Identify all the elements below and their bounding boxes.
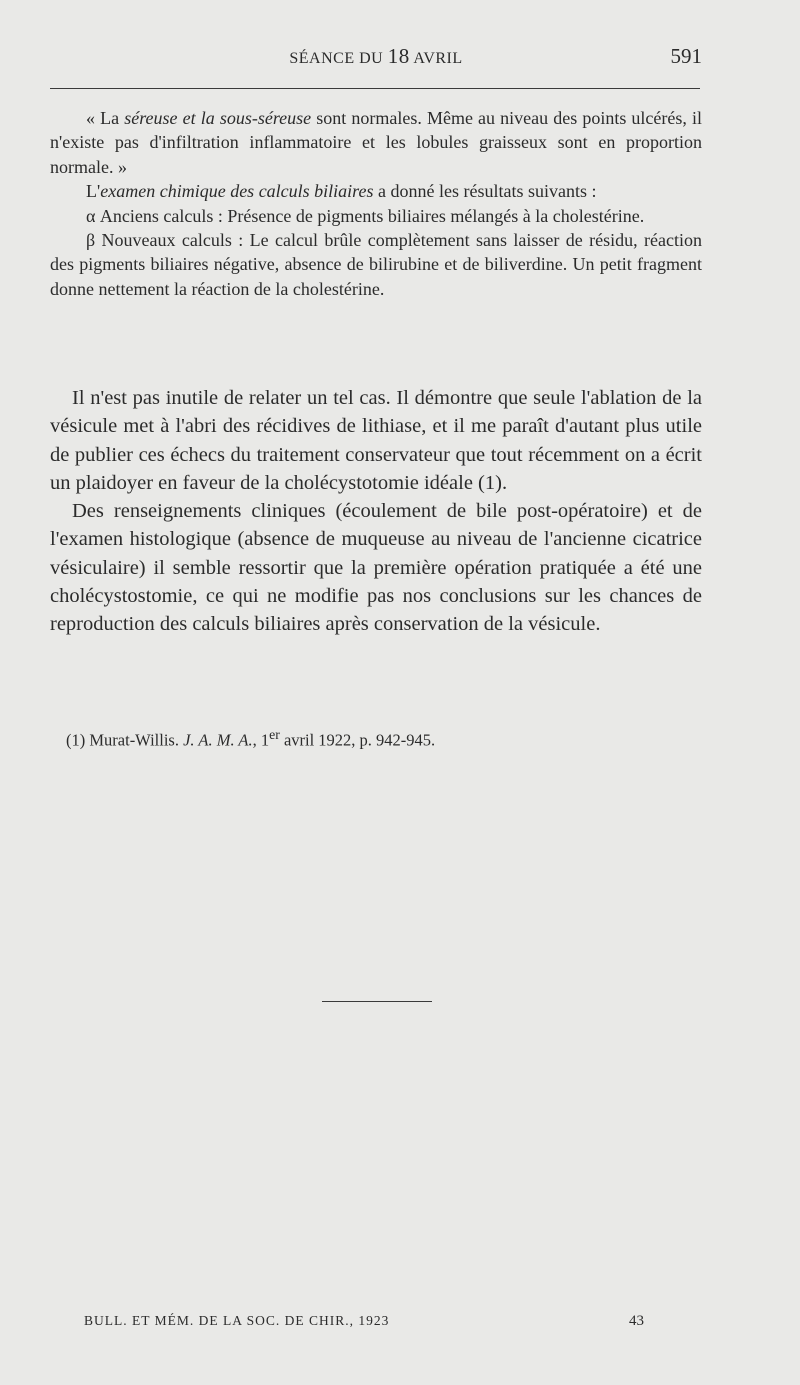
page-footer [84,1313,644,1335]
footnote: (1) Murat-Willis. J. A. M. A., 1er avril 1922, p. 942-945. [66,727,436,750]
section-separator [322,1001,432,1002]
header-rule [50,88,700,89]
page-header [50,44,702,74]
quoted-report [50,106,702,301]
journal-reference: BULL. ET MÉM. DE LA SOC. DE CHIR., 1923 [84,1313,390,1328]
paragraph-old-stones: α Anciens calculs : Présence de pigments biliaires mélangés à la cholestérine. [86,205,645,226]
running-title: SÉANCE DU 18 AVRIL [289,44,463,68]
paragraph-chemical-exam: L'examen chimique des calculs biliaires a donné les résultats suivants : [86,181,597,202]
paragraph-clinical-info: Des renseignements cliniques (écoulement de bile post-opératoire) et de l'examen histologique (absence de muqueuse au niveau de l'ancienne cicatrice vésiculaire) il semble ressortir que la première opération pratiquée a été une cholécystostomie, ce qui ne modifie pas nos conclusions sur les chances de reproduction des calculs biliaires après conservation de la vésicule. [50,500,702,636]
paragraph-conclusion: Il n'est pas inutile de relater un tel cas. Il démontre que seule l'ablation de la vésicule met à l'abri des récidives de lithiase, et il me paraît d'autant plus utile de publier ces échecs du traitement conservateur que tout récemment on a écrit un plaidoyer en faveur de la cholécystotomie idéale (1). [50,387,702,494]
paragraph-new-stones: β Nouveaux calculs : Le calcul brûle complètement sans laisser de résidu, réaction des pigments biliaires négative, absence de bilirubine et de biliverdine. Un petit fragment donne nettement la réaction de la cholestérine. [50,230,702,299]
sheet-number: 43 [629,1313,644,1329]
paragraph-serous: « La séreuse et la sous-séreuse sont normales. Même au niveau des points ulcérés, il n'existe pas d'infiltration inflammatoire et les lobules graisseux sont en proportion normale. » [50,108,703,177]
page-number: 591 [670,44,702,68]
main-text [50,384,702,639]
